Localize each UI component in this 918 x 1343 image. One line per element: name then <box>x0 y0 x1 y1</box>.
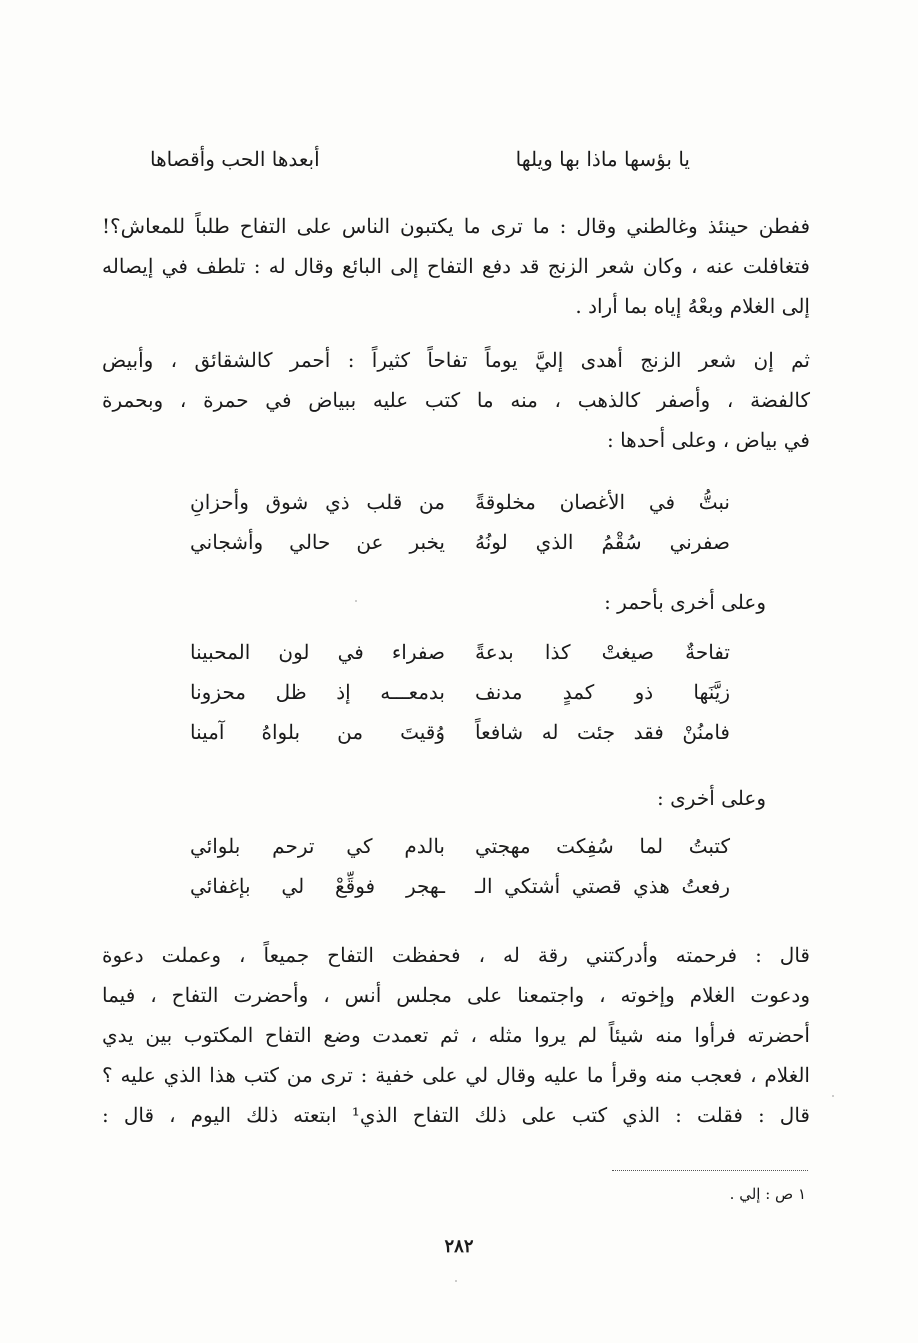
heading-verse-first-hemistich: يا بؤسها ماذا بها ويلها <box>515 147 690 171</box>
verse-first-hemistich: كتبتُ لما سُفِكت مهجتي <box>475 834 730 858</box>
poem-1 <box>190 482 730 562</box>
verse-line <box>190 522 730 562</box>
scan-speck <box>355 600 357 602</box>
scan-speck <box>455 1280 457 1282</box>
verse-line <box>190 712 730 752</box>
paragraph-line: فتغافلت عنه ، وكان شعر الزنج قد دفع التفاح إلى البائع وقال له : تلطف في إيصاله <box>102 254 810 278</box>
poem-intro-red: وعلى أخرى بأحمر : <box>604 590 766 614</box>
page-number: ٢٨٢ <box>444 1236 474 1257</box>
footnote: ١ ص : إلي . <box>729 1185 806 1203</box>
verse-first-hemistich: رفعتُ هذي قصتي أشتكي الـ <box>475 874 730 898</box>
verse-first-hemistich: تفاحةٌ صيغتْ كذا بدعةً <box>475 640 730 664</box>
verse-line <box>190 672 730 712</box>
verse-second-hemistich: ـهجر فوقِّعْ لي بإغفائي <box>190 874 445 898</box>
verse-first-hemistich: زيَّنَها ذو كمدٍ مدنف <box>475 680 730 704</box>
paragraph-line: إلى الغلام وبعْهُ إياه بما أراد . <box>575 294 810 318</box>
verse-line <box>190 866 730 906</box>
paragraph-line: ثم إن شعر الزنج أهدى إليَّ يوماً تفاحاً كثيراً : أحمر كالشقائق ، وأبيض <box>102 348 810 372</box>
poem-intro-other: وعلى أخرى : <box>657 786 766 810</box>
verse-second-hemistich: وُقيتَ من بلواهُ آمينا <box>190 720 445 744</box>
paragraph-line: ففطن حينئذ وغالطني وقال : ما ترى ما يكتبون الناس على التفاح طلباً للمعاش؟! <box>102 214 810 238</box>
verse-second-hemistich: بالدم كي ترحم بلوائي <box>190 834 445 858</box>
paragraph-2 <box>102 340 810 460</box>
verse-second-hemistich: يخبر عن حالي وأشجاني <box>190 530 445 554</box>
footnote-divider <box>612 1170 808 1171</box>
paragraph-3 <box>102 935 810 1135</box>
verse-second-hemistich: صفراء في لون المحبينا <box>190 640 445 664</box>
paragraph-line: في بياض ، وعلى أحدها : <box>606 428 810 452</box>
paragraph-line: ودعوت الغلام وإخوته ، واجتمعنا على مجلس أنس ، وأحضرت التفاح ، فيما <box>102 983 810 1007</box>
paragraph-line: أحضرته فرأوا منه شيئاً لم يروا مثله ، ثم تعمدت وضع التفاح المكتوب بين يدي <box>102 1023 810 1047</box>
verse-first-hemistich: نبتُّ في الأغصان مخلوقةً <box>475 490 730 514</box>
poem-3 <box>190 826 730 906</box>
verse-line <box>190 482 730 522</box>
paragraph-1 <box>102 206 810 326</box>
heading-verse <box>150 142 690 176</box>
verse-line <box>190 632 730 672</box>
verse-first-hemistich: صفرني سُقْمُ الذي لونُهُ <box>475 530 730 554</box>
verse-first-hemistich: فامنُنْ فقد جئت له شافعاً <box>475 720 730 744</box>
scan-speck <box>832 1095 834 1097</box>
verse-second-hemistich: من قلب ذي شوق وأحزانِ <box>190 490 445 514</box>
heading-verse-second-hemistich: أبعدها الحب وأقصاها <box>150 147 320 171</box>
verse-line <box>190 826 730 866</box>
paragraph-line: الغلام ، فعجب منه وقرأ ما عليه وقال لي على خفية : ترى من كتب هذا الذي عليه ؟ <box>102 1063 810 1087</box>
verse-second-hemistich: بدمعـــه إذ ظل محزونا <box>190 680 445 704</box>
paragraph-line: قال : فرحمته وأدركتني رقة له ، فحفظت التفاح جميعاً ، وعملت دعوة <box>102 943 810 967</box>
poem-2 <box>190 632 730 752</box>
paragraph-line: كالفضة ، وأصفر كالذهب ، منه ما كتب عليه ببياض في حمرة ، وبحمرة <box>102 388 810 412</box>
paragraph-line: قال : فقلت : الذي كتب على ذلك التفاح الذي¹ ابتعته ذلك اليوم ، قال : <box>102 1103 810 1127</box>
